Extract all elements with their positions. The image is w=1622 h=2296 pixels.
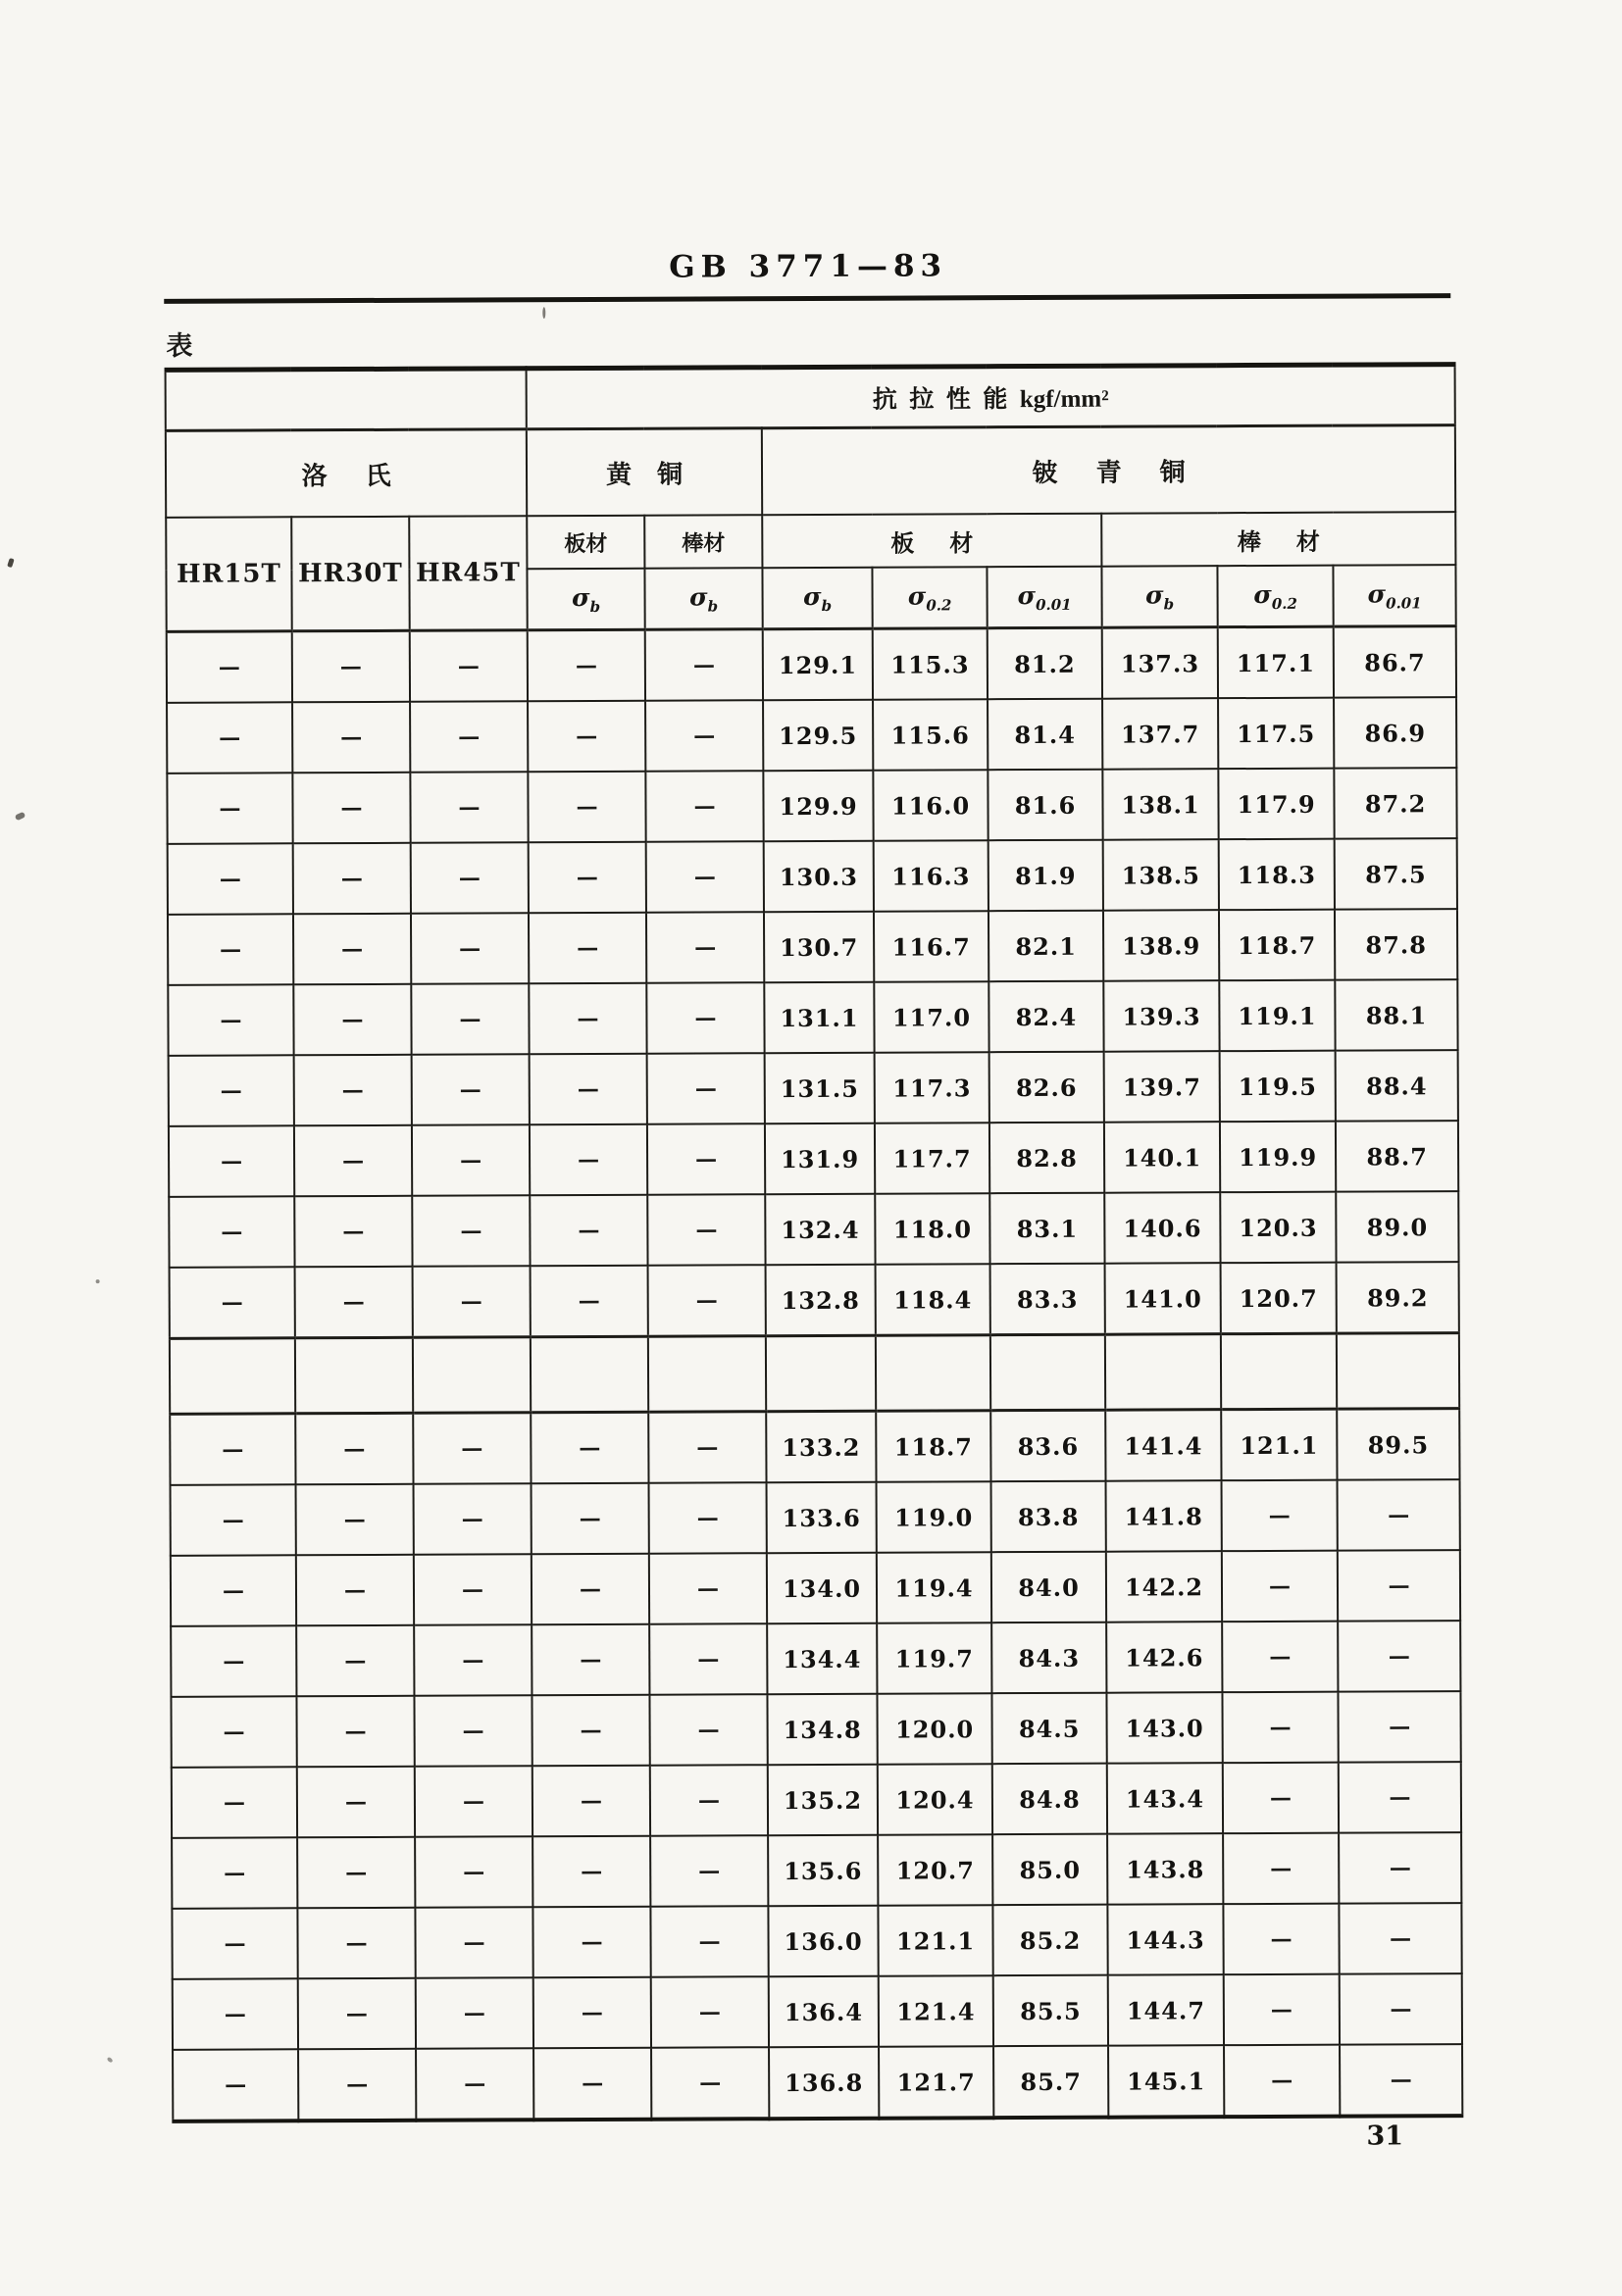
table-cell: 83.3 (990, 1264, 1105, 1335)
table-cell: 129.9 (763, 771, 873, 841)
table-cell: 142.6 (1106, 1622, 1222, 1693)
table-cell: 131.1 (764, 982, 874, 1053)
header-row-tensile (166, 365, 1455, 431)
table-cell: — (171, 1484, 296, 1556)
table-cell: 138.5 (1103, 839, 1219, 911)
table-cell: 143.4 (1107, 1763, 1223, 1834)
bronze-sheet-sigma-b: $\sigma_b$ (762, 568, 872, 629)
table-cell: 143.0 (1106, 1692, 1222, 1764)
table-cell: — (1338, 1691, 1460, 1763)
table-cell: — (415, 1836, 532, 1908)
table-cell: — (529, 842, 646, 914)
table-cell: — (414, 1695, 532, 1767)
bronze-bar-header: 棒 材 (1101, 512, 1455, 567)
table-cell: — (292, 773, 410, 844)
table-cell: — (649, 1553, 767, 1624)
table-cell: — (172, 1908, 297, 1979)
table-cell: — (298, 2049, 416, 2121)
table-cell: 145.1 (1108, 2045, 1224, 2118)
table-cell: 134.0 (767, 1553, 877, 1623)
table-cell: — (297, 1767, 415, 1838)
table-cell: — (294, 1055, 412, 1126)
table-cell: 137.7 (1102, 698, 1218, 770)
table-cell: 144.3 (1107, 1904, 1223, 1975)
table-cell: — (1338, 1621, 1460, 1692)
table-cell: 143.8 (1107, 1833, 1223, 1905)
table-cell: — (1339, 1832, 1461, 1904)
table-cell: — (532, 1554, 649, 1625)
blank-corner-cell (166, 369, 527, 431)
bronze-sheet-sigma-02: $\sigma_{0.2}$ (872, 567, 987, 628)
table-row (171, 1550, 1460, 1626)
table-cell: 119.0 (877, 1481, 991, 1553)
scan-speck (542, 307, 545, 319)
table-row (170, 1262, 1459, 1338)
table-cell: 88.1 (1335, 979, 1457, 1051)
table-cell: — (1224, 1974, 1340, 2046)
table-cell: — (528, 701, 645, 773)
table-cell: — (294, 1125, 412, 1197)
table-cell: — (647, 1123, 765, 1195)
table-cell: 89.2 (1337, 1262, 1459, 1333)
standard-code-title: GB 3771—83 (669, 248, 948, 285)
table-cell: — (646, 841, 764, 913)
table-cell: — (416, 2048, 533, 2121)
table-cell: 87.5 (1335, 838, 1457, 910)
table-cell: — (645, 771, 763, 842)
table-cell: — (532, 1483, 649, 1555)
table-cell (1337, 1333, 1459, 1410)
table-cell: 89.0 (1336, 1191, 1458, 1263)
bronze-bar-sigma-b: $\sigma_b$ (1101, 566, 1217, 627)
table-cell: 144.7 (1108, 1974, 1224, 2046)
table-cell: — (171, 1625, 296, 1697)
table-cell: 120.0 (877, 1693, 991, 1765)
beryllium-bronze-header-cell: 铍 青 铜 (762, 425, 1455, 516)
table-cell: — (414, 1624, 532, 1696)
table-cell: — (1223, 1904, 1339, 1975)
table-cell: 81.9 (988, 840, 1103, 912)
table-cell: — (412, 1124, 530, 1196)
table-cell: 89.5 (1337, 1409, 1459, 1480)
table-cell: 86.7 (1334, 626, 1456, 698)
table-cell: 82.8 (989, 1123, 1104, 1194)
brass-bar-sigma-b: $\sigma_b$ (644, 568, 762, 629)
table-cell: — (167, 773, 292, 844)
table-cell: 120.7 (1221, 1263, 1337, 1334)
page-number: 31 (1366, 2121, 1404, 2152)
table-cell: 118.4 (876, 1264, 990, 1335)
table-cell: — (414, 1483, 532, 1555)
table-cell: — (167, 631, 292, 703)
table-cell: — (295, 1413, 413, 1484)
table-row (172, 1832, 1461, 1909)
table-cell: 136.4 (769, 1976, 879, 2047)
table-cell: 118.7 (1219, 910, 1335, 981)
table-cell: 139.7 (1104, 1051, 1220, 1123)
table-cell: 116.7 (874, 911, 988, 982)
table-cell: — (645, 629, 763, 701)
table-cell (1105, 1334, 1221, 1411)
scan-speck (7, 558, 15, 568)
table-cell: 130.3 (764, 841, 874, 912)
table-cell: — (529, 983, 646, 1055)
scan-speck (106, 2057, 113, 2064)
table-cell: 131.9 (765, 1123, 875, 1194)
table-cell: 133.2 (766, 1411, 876, 1482)
table-cell: — (170, 1267, 295, 1338)
header-hr30t: HR30T (291, 517, 410, 631)
table-cell: 138.9 (1103, 910, 1219, 981)
table-cell: 141.4 (1105, 1410, 1221, 1481)
table-row (173, 2044, 1462, 2121)
table-cell: — (169, 1125, 294, 1197)
table-cell: — (410, 701, 528, 773)
table-cell: — (297, 1837, 415, 1909)
table-cell: 81.2 (988, 627, 1102, 699)
table-cell: — (168, 843, 293, 915)
table-cell: 119.5 (1220, 1051, 1336, 1123)
table-row (167, 697, 1456, 774)
table-cell: — (528, 772, 645, 843)
table-cell: 84.0 (991, 1552, 1106, 1623)
table-cell: 120.3 (1220, 1192, 1336, 1264)
table-cell: 87.2 (1334, 768, 1456, 839)
properties-table (165, 362, 1464, 2123)
table-cell: 121.1 (878, 1905, 992, 1976)
table-cell: — (416, 1977, 533, 2049)
table-cell: 130.7 (764, 912, 874, 982)
table-cell: — (649, 1694, 767, 1766)
spacer-row (170, 1333, 1459, 1415)
table-cell: — (530, 1124, 647, 1196)
table-cell: — (167, 702, 292, 774)
table-cell: — (168, 914, 293, 985)
table-cell: 119.9 (1220, 1122, 1336, 1193)
table-cell: — (293, 984, 411, 1056)
table-cell: 132.4 (765, 1194, 875, 1265)
table-cell: 140.6 (1104, 1192, 1220, 1264)
table-cell: — (532, 1624, 649, 1696)
table-cell: — (532, 1836, 650, 1908)
table-cell: — (412, 1054, 530, 1125)
table-cell (876, 1335, 990, 1412)
table-cell: 88.4 (1336, 1050, 1458, 1122)
scan-speck (15, 812, 26, 822)
table-cell: — (1223, 1833, 1339, 1905)
table-cell: — (171, 1555, 296, 1626)
tensile-title-cell: 抗 拉 性 能 kgf/mm² (527, 365, 1455, 429)
table-row (169, 1050, 1458, 1126)
scan-speck (96, 1279, 100, 1283)
table-cell: 84.3 (991, 1622, 1106, 1694)
table-cell: — (298, 1978, 416, 2050)
table-cell: — (533, 2048, 651, 2121)
table-cell: — (651, 2047, 769, 2120)
table-cell (766, 1335, 876, 1411)
rockwell-header-cell: 洛 氏 (166, 429, 527, 518)
table-row (167, 768, 1456, 844)
table-cell: — (296, 1696, 414, 1768)
table-cell (413, 1337, 531, 1414)
table-row (173, 1973, 1462, 2050)
brass-sheet-sigma-b: $\sigma_b$ (527, 569, 644, 630)
table-cell: — (650, 1765, 768, 1836)
table-row (172, 1903, 1461, 1979)
table-cell: — (169, 1196, 294, 1268)
table-row (168, 979, 1457, 1056)
table-cell: — (410, 772, 528, 843)
table-cell: 118.3 (1219, 839, 1335, 911)
table-cell: — (412, 1195, 530, 1267)
table-cell: 82.6 (989, 1052, 1104, 1123)
table-cell: — (646, 912, 764, 983)
table-cell: — (414, 1554, 532, 1625)
table-cell: 121.7 (879, 2046, 993, 2119)
table-cell: — (296, 1484, 414, 1556)
table-cell: 121.4 (879, 1975, 993, 2047)
table-row (171, 1691, 1460, 1768)
table-row (167, 626, 1456, 703)
table-cell: — (293, 843, 411, 915)
table-cell: — (649, 1623, 767, 1695)
table-cell: 129.5 (763, 700, 873, 771)
table-cell: — (1339, 1903, 1461, 1974)
table-cell: — (532, 1766, 650, 1837)
table-cell: — (411, 842, 529, 914)
table-cell: — (1222, 1551, 1338, 1622)
table-cell: — (531, 1266, 648, 1337)
table-cell: 88.7 (1336, 1121, 1458, 1192)
table-cell: — (649, 1482, 767, 1554)
table-cell: — (647, 1053, 765, 1124)
table-cell: 142.2 (1106, 1551, 1222, 1622)
table-cell: — (1222, 1622, 1338, 1693)
table-cell: — (410, 630, 528, 702)
table-cell: — (415, 1907, 532, 1978)
table-cell: — (529, 913, 646, 984)
bronze-bar-sigma-001: $\sigma_{0.01}$ (1333, 565, 1455, 626)
table-cell: — (1339, 1762, 1461, 1833)
table-cell: 132.8 (766, 1265, 876, 1336)
table-cell: 137.3 (1102, 627, 1218, 699)
table-cell: — (1340, 1973, 1462, 2045)
table-row (168, 909, 1457, 985)
bronze-bar-sigma-02: $\sigma_{0.2}$ (1217, 566, 1333, 627)
table-cell: — (172, 1837, 297, 1909)
table-cell: — (413, 1266, 531, 1337)
table-cell: — (650, 1835, 768, 1907)
header-hr15t: HR15T (166, 517, 292, 631)
table-cell: 136.0 (768, 1906, 878, 1976)
bronze-sheet-sigma-001: $\sigma_{0.01}$ (987, 567, 1101, 628)
table-cell: 138.1 (1102, 769, 1218, 840)
header-row-forms (166, 512, 1455, 571)
table-cell: — (532, 1695, 649, 1767)
table-cell: — (413, 1413, 531, 1484)
table-cell: 85.5 (993, 1975, 1108, 2047)
table-cell: — (170, 1414, 295, 1485)
brass-header-cell: 黄 铜 (527, 428, 762, 517)
table-cell (295, 1337, 413, 1414)
table-cell: — (1338, 1550, 1460, 1622)
table-cell (648, 1336, 766, 1413)
table-cell: 121.1 (1221, 1409, 1337, 1480)
table-cell: — (532, 1907, 650, 1978)
table-cell: 85.0 (992, 1834, 1107, 1906)
table-cell: — (1222, 1692, 1338, 1764)
table-cell: 139.3 (1103, 980, 1219, 1052)
table-cell: — (533, 1977, 651, 2049)
table-cell: 119.4 (877, 1552, 991, 1623)
table-cell: 115.3 (873, 628, 988, 700)
table-cell (990, 1334, 1105, 1411)
header-hr45t: HR45T (409, 516, 528, 630)
table-label: 表 (166, 330, 193, 361)
table-cell: — (411, 913, 529, 984)
table-cell: 133.6 (767, 1482, 877, 1553)
table-cell: — (173, 2049, 298, 2121)
table-cell: 129.1 (763, 628, 873, 700)
table-cell: — (1338, 1479, 1460, 1551)
table-cell: — (648, 1265, 766, 1336)
table-cell: 81.4 (988, 699, 1102, 771)
table-cell: 86.9 (1334, 697, 1456, 769)
table-cell: 135.6 (768, 1835, 878, 1906)
table-cell: 83.1 (989, 1193, 1104, 1265)
table-cell: 117.7 (875, 1123, 989, 1194)
table-cell: — (648, 1412, 766, 1483)
header-row-materials (166, 425, 1455, 518)
table-cell: 117.3 (875, 1052, 989, 1123)
table-cell: 84.5 (991, 1693, 1106, 1765)
table-cell: 140.1 (1104, 1122, 1220, 1193)
title-rule (164, 293, 1450, 304)
table-cell: — (650, 1906, 768, 1977)
table-row (172, 1762, 1461, 1838)
table-cell: — (1224, 2045, 1340, 2118)
table-cell: 85.7 (993, 2046, 1108, 2119)
table-cell: — (647, 1194, 765, 1266)
table-cell: — (171, 1696, 296, 1768)
table-row (168, 838, 1457, 915)
table-cell: — (296, 1625, 414, 1697)
table-cell: 83.8 (991, 1481, 1106, 1553)
table-row (169, 1121, 1458, 1197)
table-cell: — (651, 1976, 769, 2048)
table-cell: — (1223, 1763, 1339, 1834)
table-cell: 119.7 (877, 1622, 991, 1694)
table-cell: 135.2 (768, 1765, 878, 1835)
table-cell: 141.8 (1106, 1480, 1222, 1552)
table-cell: 118.7 (876, 1411, 990, 1482)
table-cell: 118.0 (875, 1193, 989, 1265)
table-cell: 81.6 (988, 770, 1102, 841)
brass-sheet-header: 板材 (527, 516, 644, 570)
table-cell: 117.0 (874, 981, 988, 1053)
table-cell: — (294, 1196, 412, 1268)
table-cell: — (295, 1267, 413, 1338)
table-cell: 116.0 (873, 770, 988, 841)
table-cell: 83.6 (990, 1410, 1105, 1481)
table-cell: — (292, 702, 410, 774)
table-row (171, 1479, 1460, 1556)
table-cell: 85.2 (992, 1905, 1107, 1976)
table-cell: 115.6 (873, 699, 988, 771)
table-cell: 141.0 (1105, 1263, 1221, 1334)
table-cell: 117.1 (1218, 626, 1334, 698)
table-cell: 116.3 (874, 840, 988, 912)
table-cell: — (531, 1412, 648, 1483)
table-cell: — (168, 984, 293, 1056)
table-cell: — (411, 983, 529, 1055)
table-cell: — (530, 1195, 647, 1267)
table-cell: — (172, 1767, 297, 1838)
table-cell: — (173, 1978, 298, 2050)
table-cell: — (645, 700, 763, 772)
table-cell: — (1340, 2044, 1462, 2117)
table-row (169, 1191, 1458, 1268)
table-cell: 82.1 (988, 911, 1103, 982)
brass-bar-header: 棒材 (644, 515, 762, 569)
table-cell: — (296, 1555, 414, 1626)
table-cell: — (646, 982, 764, 1054)
table-cell: 134.4 (767, 1623, 877, 1694)
table-row (171, 1621, 1460, 1697)
table-cell (1221, 1333, 1337, 1410)
table-cell: 131.5 (765, 1053, 875, 1123)
table-cell: — (1222, 1480, 1338, 1552)
table-cell: — (169, 1055, 294, 1126)
table-cell: 120.4 (878, 1764, 992, 1835)
table-cell (531, 1336, 648, 1413)
table-cell: 120.7 (878, 1834, 992, 1906)
table-cell: — (292, 630, 410, 702)
table-cell: — (293, 914, 411, 985)
table-cell: 136.8 (769, 2047, 879, 2119)
table-cell: 119.1 (1219, 980, 1335, 1052)
table-cell: — (297, 1908, 415, 1979)
bronze-sheet-header: 板 材 (762, 514, 1101, 569)
table-cell: — (530, 1054, 647, 1125)
table-row (170, 1409, 1459, 1485)
table-cell: 82.4 (988, 981, 1103, 1053)
table-cell: 117.5 (1218, 698, 1334, 770)
table-cell: 84.8 (992, 1764, 1107, 1835)
table-cell (170, 1338, 295, 1415)
table-cell: 87.8 (1335, 909, 1457, 980)
table-cell: 134.8 (767, 1694, 877, 1765)
table-cell: — (528, 629, 645, 701)
table-cell: — (415, 1766, 532, 1837)
table-cell: 117.9 (1218, 769, 1334, 840)
